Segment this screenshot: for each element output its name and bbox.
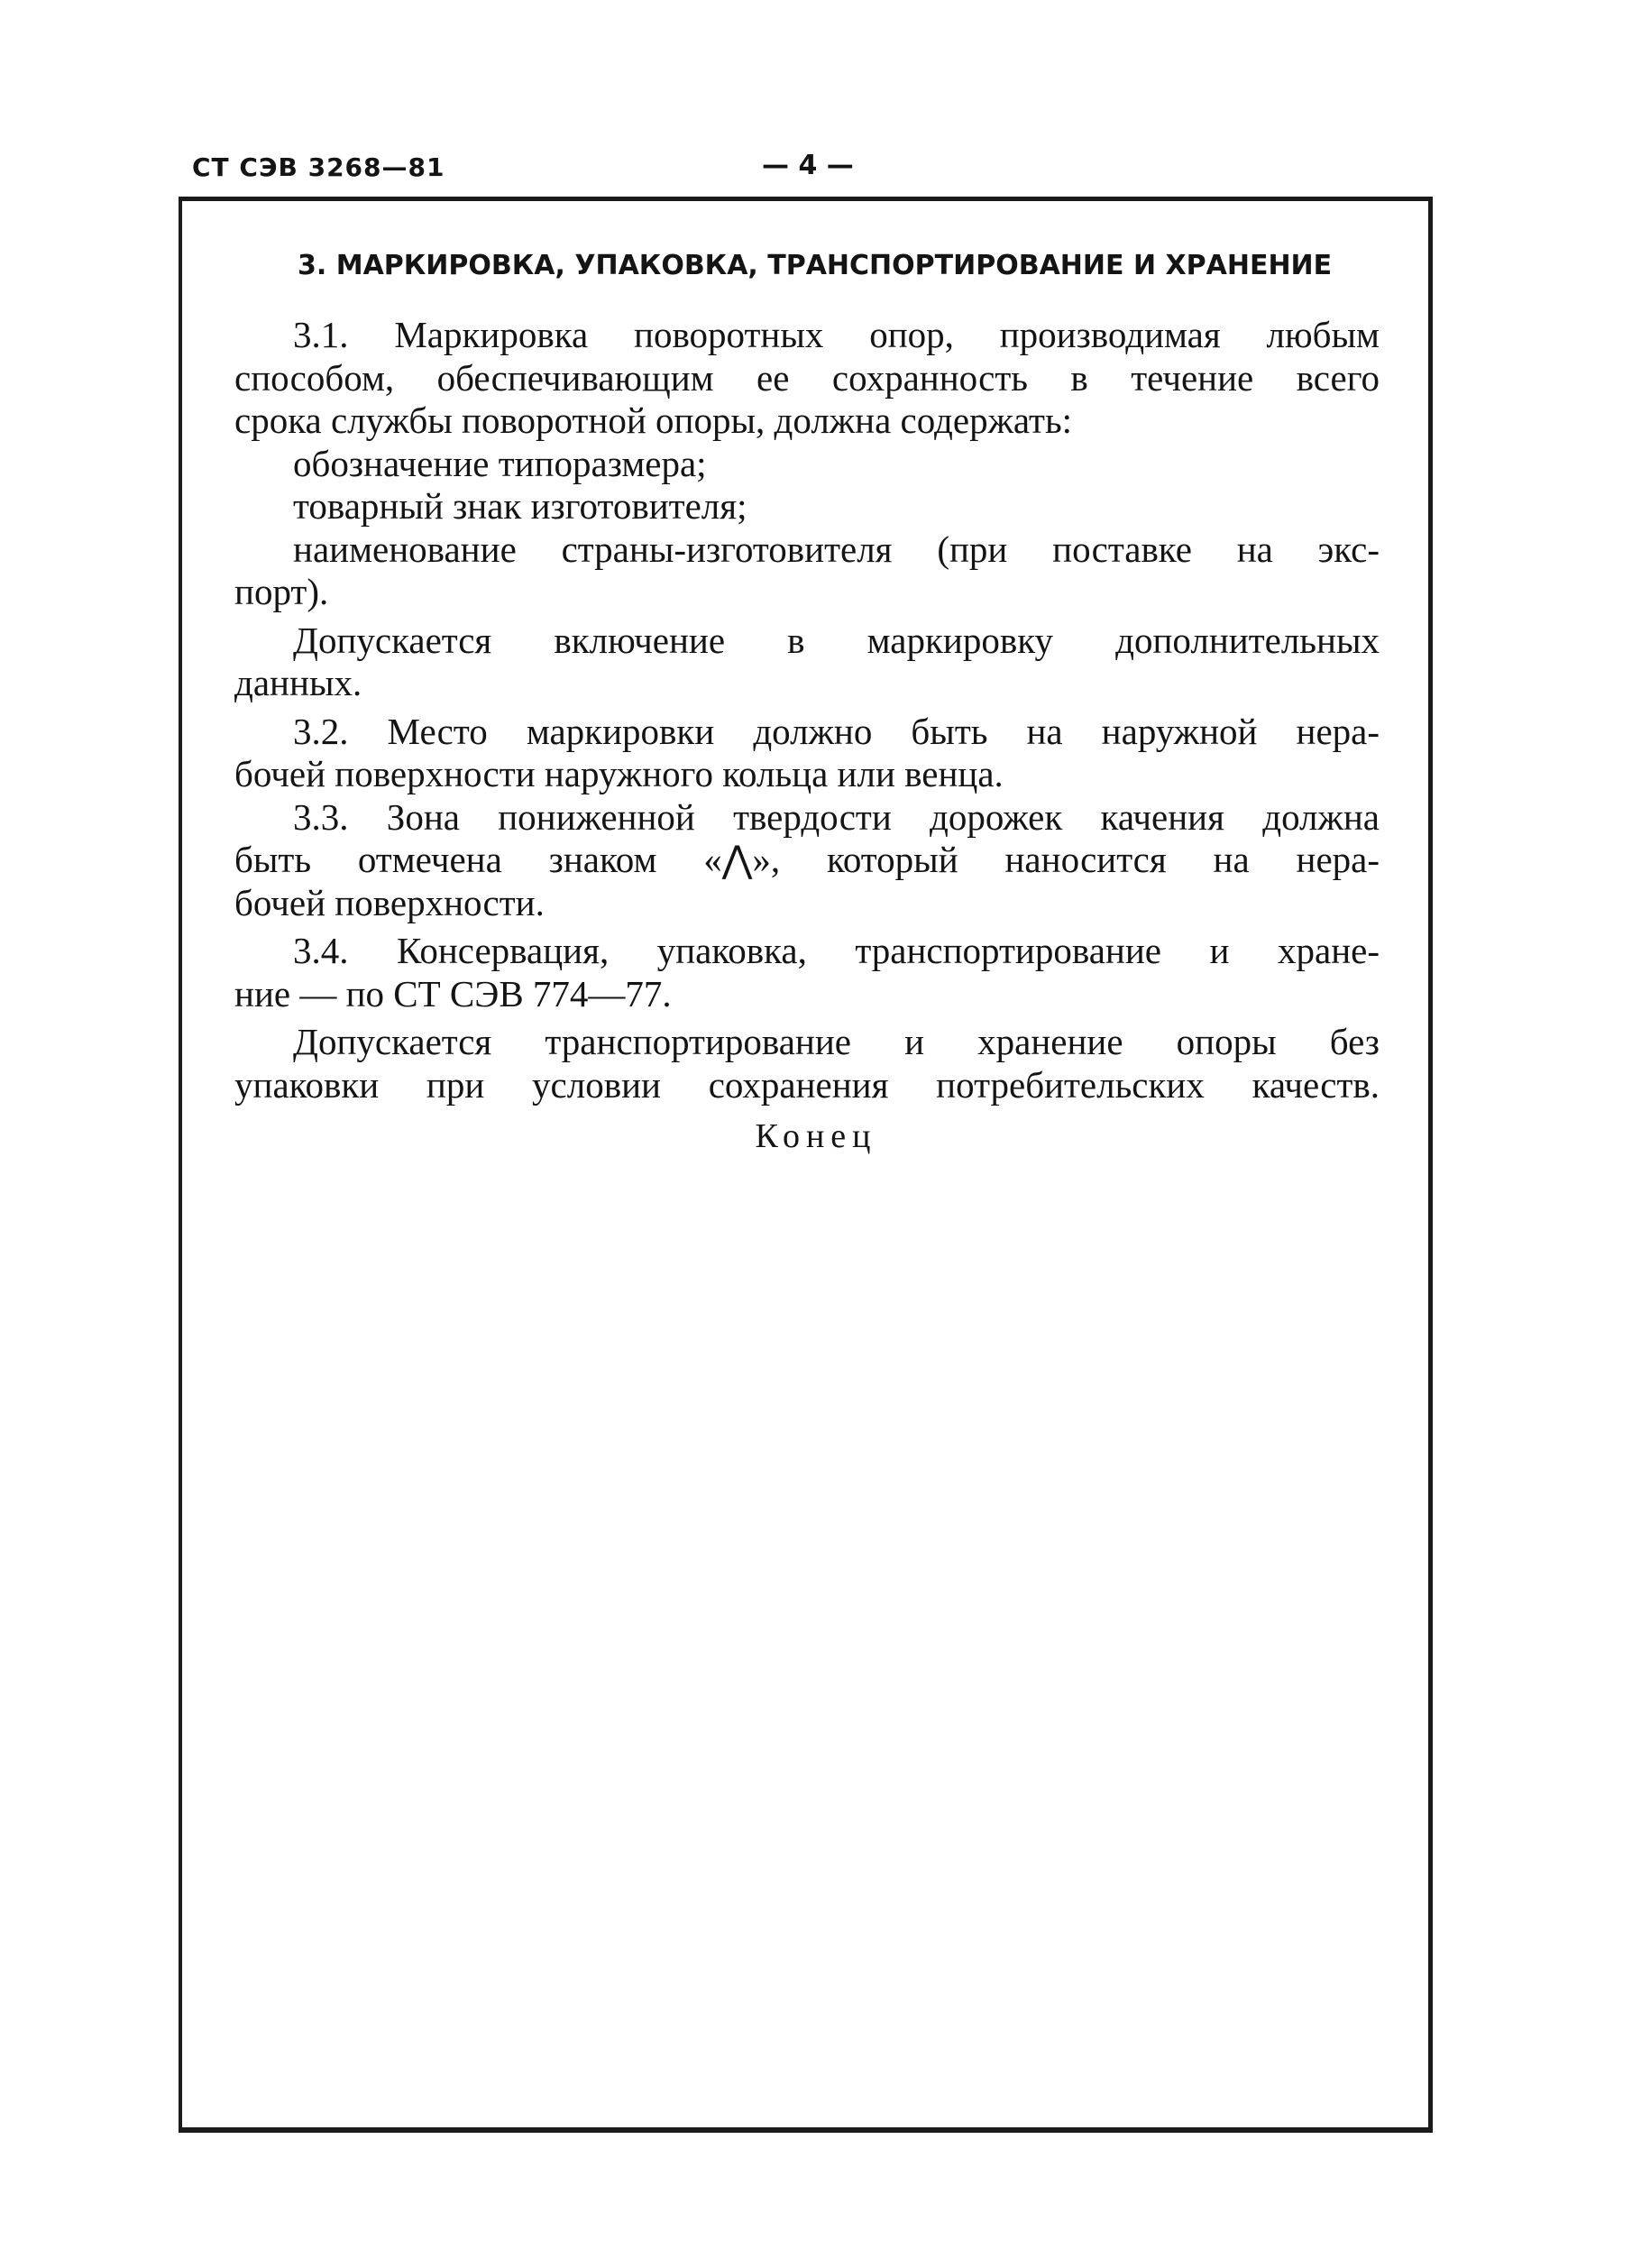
text-line: данных.	[234, 662, 362, 703]
text-line: срока службы поворотной опоры, должна содержать:	[234, 399, 1073, 441]
text-line: быть отмечена знаком «⋀», который наносится на нера-	[234, 839, 1380, 880]
text-line: обозначение типоразмера;	[293, 442, 707, 484]
ending-label: Конец	[755, 1117, 877, 1155]
page-number: — 4 —	[762, 150, 854, 181]
text-line: бочей поверхности наружного кольца или венца.	[234, 753, 1004, 794]
standard-code: СТ СЭВ 3268—81	[192, 152, 445, 182]
text-line: бочей поверхности.	[234, 881, 545, 923]
section-body	[234, 314, 1380, 1106]
text-line: упаковки при условии сохранения потребительских качеств.	[234, 1063, 1380, 1106]
text-line: ние — по СТ СЭВ 774—77.	[234, 972, 672, 1015]
text-line: 3.3. Зона пониженной твердости дорожек качения должна	[293, 795, 1380, 838]
text-line: товарный знак изготовителя;	[293, 485, 747, 527]
text-line: способом, обеспечивающим ее сохранность в течение всего	[234, 356, 1380, 399]
section-title: 3. МАРКИРОВКА, УПАКОВКА, ТРАНСПОРТИРОВАНИЕ И ХРАНЕНИЕ	[298, 250, 1333, 281]
text-line: 3.4. Консервация, упаковка, транспортирование и хране-	[293, 930, 1380, 971]
text-line: наименование страны-изготовителя (при поставке на экс-	[293, 528, 1380, 570]
text-line: 3.1. Маркировка поворотных опор, производимая любым	[293, 314, 1380, 355]
text-line: порт).	[234, 571, 329, 612]
text-line: Допускается включение в маркировку дополнительных	[293, 619, 1380, 661]
text-line: 3.2. Место маркировки должно быть на наружной нера-	[293, 710, 1380, 752]
text-line: Допускается транспортирование и хранение опоры без	[293, 1021, 1380, 1062]
